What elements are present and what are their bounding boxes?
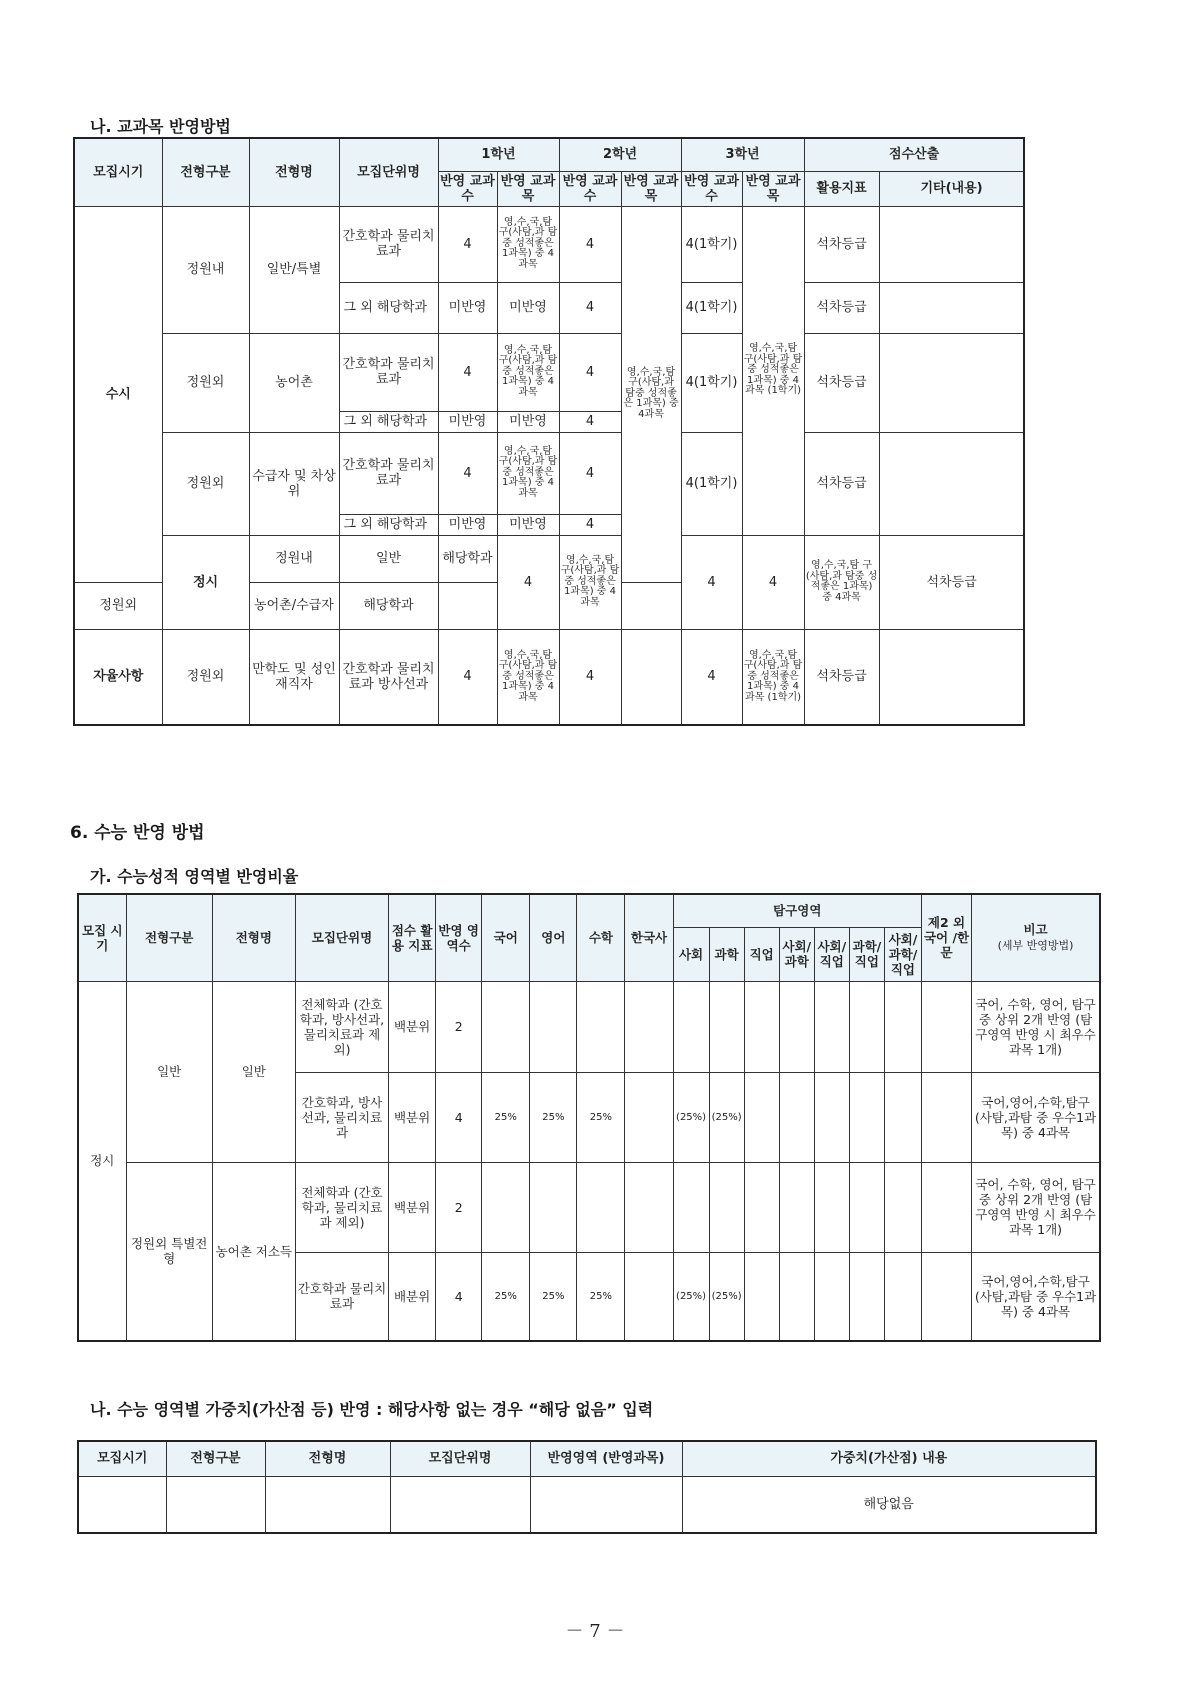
cell-indicator: 석차등급 bbox=[804, 282, 879, 333]
col-y1-count: 반영 교과수 bbox=[438, 171, 497, 206]
cell-y3-count: 4(1학기) bbox=[681, 206, 742, 282]
cell-general: 일반 bbox=[339, 535, 438, 582]
col-foreign-language: 제2 외국어 /한문 bbox=[921, 894, 971, 981]
cell-y1-count: 미반영 bbox=[438, 282, 497, 333]
cell-vocational bbox=[744, 1252, 779, 1341]
cell-social bbox=[673, 1162, 709, 1252]
cell-y1-subjects: 영,수,국,탐 구(사탐,과 탐중 성적좋은 1과목) 중 4과목 bbox=[497, 333, 559, 411]
cell-rural-low-income: 농어촌/수급자 bbox=[249, 582, 339, 629]
cell-y3-subjects: 영,수,국,탐 구(사탐,과 탐중 성적좋은 1과목) 중 4과목 bbox=[804, 535, 879, 629]
cell-jw-out: 정원외 bbox=[162, 432, 249, 535]
cell-y1-count: 4 bbox=[438, 333, 497, 411]
col-weight-content: 가중치(가산점) 내용 bbox=[682, 1441, 1096, 1476]
cell-y2-count: 4 bbox=[681, 535, 742, 629]
cell-y2-count: 4 bbox=[559, 514, 621, 535]
cell-science bbox=[709, 1162, 744, 1252]
cell-all bbox=[884, 1072, 921, 1162]
cell-vocational bbox=[744, 1162, 779, 1252]
col-dept-name: 모집단위명 bbox=[295, 894, 388, 981]
cell-other bbox=[879, 282, 1024, 333]
cell-y1-count: 4 bbox=[438, 432, 497, 514]
cell-y1-subjects: 미반영 bbox=[497, 514, 559, 535]
cell-english bbox=[530, 1162, 577, 1252]
cell-y3-count: 4(1학기) bbox=[681, 432, 742, 535]
cell-y3-count: 4 bbox=[681, 629, 742, 725]
cell-indicator: 석차등급 bbox=[804, 333, 879, 432]
cell-science: (25%) bbox=[709, 1252, 744, 1341]
col-year3: 3학년 bbox=[681, 138, 804, 171]
cell-history bbox=[625, 1162, 673, 1252]
col-inquiry-science: 과학 bbox=[709, 927, 744, 981]
cell-recruit-period bbox=[78, 1476, 166, 1533]
cell-general-special: 일반/특별 bbox=[249, 206, 339, 333]
cell-jw-out: 정원외 bbox=[74, 582, 162, 629]
page-number: － 7 － bbox=[565, 1621, 625, 1642]
col-inquiry-all: 사회/ 과학/ 직업 bbox=[884, 927, 921, 981]
cell-rural-low-income: 농어촌 저소득 bbox=[212, 1162, 295, 1341]
subject-reflection-table bbox=[73, 137, 1025, 726]
cell-all bbox=[884, 1252, 921, 1341]
col-y1-subjects: 반영 교과목 bbox=[497, 171, 559, 206]
cell-note: 국어,영어,수학,탐구(사탐,과탐 중 우수1과목) 중 4과목 bbox=[972, 1252, 1100, 1341]
cell-indicator: 백분위 bbox=[389, 981, 436, 1072]
cell-dept: 간호학과 물리치료과 방사선과 bbox=[339, 629, 438, 725]
cell-jw-in: 정원내 bbox=[162, 206, 249, 333]
cell-dept: 간호학과, 방사선과, 물리치료과 bbox=[295, 1072, 388, 1162]
cell-y1-count: 4 bbox=[497, 535, 559, 629]
cell-low-income: 수급자 및 차상위 bbox=[249, 432, 339, 535]
cell-indicator: 석차등급 bbox=[804, 206, 879, 282]
col-inquiry-science-vocational: 과학/ 직업 bbox=[849, 927, 884, 981]
col-admission-type: 전형구분 bbox=[126, 894, 212, 981]
cell-social-vocational bbox=[814, 1252, 849, 1341]
cell-dept: 간호학과 물리치료과 bbox=[339, 206, 438, 282]
cell-y3-subjects: 영,수,국,탐 구(사탐,과 탐중 성적좋은 1과목) 중 4과목 (1학기) bbox=[742, 629, 804, 725]
cell-history bbox=[625, 1252, 673, 1341]
col-y2-count: 반영 교과수 bbox=[559, 171, 621, 206]
col-dept-name: 모집단위명 bbox=[390, 1441, 530, 1476]
cell-science-vocational bbox=[849, 981, 884, 1072]
cell-math bbox=[577, 1162, 625, 1252]
cell-dept: 그 외 해당학과 bbox=[339, 411, 438, 432]
cell-area-count: 4 bbox=[436, 1252, 482, 1341]
note-sublabel: (세부 반영방법) bbox=[997, 939, 1074, 953]
cell-vocational bbox=[744, 981, 779, 1072]
cell-indicator: 백분위 bbox=[389, 1072, 436, 1162]
cell-social bbox=[673, 981, 709, 1072]
cell-jw-in: 정원내 bbox=[249, 535, 339, 582]
col-inquiry-social-science: 사회/ 과학 bbox=[779, 927, 814, 981]
col-korean-history: 한국사 bbox=[625, 894, 673, 981]
cell-admission-type bbox=[166, 1476, 265, 1533]
note-label: 비고 bbox=[1023, 922, 1048, 938]
cell-y1-count: 4 bbox=[438, 206, 497, 282]
cell-social-science bbox=[779, 1252, 814, 1341]
cell-dept: 해당학과 bbox=[339, 582, 438, 629]
col-other: 기타(내용) bbox=[879, 171, 1024, 206]
cell-indicator: 백분위 bbox=[389, 1162, 436, 1252]
col-score-indicator: 점수 활용 지표 bbox=[389, 894, 436, 981]
cell-special: 정원외 특별전형 bbox=[126, 1162, 212, 1341]
cell-note: 국어, 수학, 영어, 탐구 중 상위 2개 반영 (탐구영역 반영 시 최우수 과목 1개) bbox=[972, 1162, 1100, 1252]
col-admission-type: 전형구분 bbox=[166, 1441, 265, 1476]
cell-y2-count: 4 bbox=[559, 432, 621, 514]
cell-english: 25% bbox=[530, 1252, 577, 1341]
cell-susi: 수시 bbox=[74, 206, 162, 582]
cell-y2-count: 4 bbox=[559, 629, 621, 725]
cell-note: 국어, 수학, 영어, 탐구 중 상위 2개 반영 (탐구영역 반영 시 최우수 과목 1개) bbox=[972, 981, 1100, 1072]
cell-y3-count: 4(1학기) bbox=[681, 333, 742, 432]
cell-english bbox=[530, 981, 577, 1072]
col-y2-subjects: 반영 교과목 bbox=[621, 171, 681, 206]
cell-science-vocational bbox=[849, 1162, 884, 1252]
cell-area-count: 2 bbox=[436, 981, 482, 1072]
col-note bbox=[972, 894, 1100, 981]
cell-y1-subjects: 영,수,국,탐 구(사탐,과 탐중 성적좋은 1과목) 중 4과목 bbox=[559, 535, 621, 629]
cell-optional: 자율사항 bbox=[74, 629, 162, 725]
col-year2: 2학년 bbox=[559, 138, 681, 171]
cell-dept bbox=[390, 1476, 530, 1533]
cell-science: (25%) bbox=[709, 1072, 744, 1162]
cell-history bbox=[625, 981, 673, 1072]
section-title-suneung: 6. 수능 반영 방법 bbox=[70, 823, 205, 843]
cell-foreign bbox=[921, 981, 971, 1072]
cell-math: 25% bbox=[577, 1252, 625, 1341]
cell-korean bbox=[482, 981, 530, 1072]
cell-y2-count: 4 bbox=[559, 411, 621, 432]
cell-adult-workers: 만학도 및 성인재직자 bbox=[249, 629, 339, 725]
cell-korean bbox=[482, 1162, 530, 1252]
cell-y2-subjects: 영,수,국,탐 구(사탐,과 탐중 성적좋은 1과목) 중 4과목 bbox=[621, 206, 681, 582]
cell-science-vocational bbox=[849, 1072, 884, 1162]
cell-social-science bbox=[779, 1072, 814, 1162]
cell-social-science bbox=[779, 981, 814, 1072]
cell-dept: 전체학과 (간호학과, 방사선과, 물리치료과 제외) bbox=[295, 981, 388, 1072]
suneung-ratio-table bbox=[77, 893, 1101, 1342]
cell-english: 25% bbox=[530, 1072, 577, 1162]
cell-general-name: 일반 bbox=[212, 981, 295, 1162]
cell-area-count: 4 bbox=[436, 1072, 482, 1162]
col-admission-name: 전형명 bbox=[265, 1441, 390, 1476]
cell-dept: 그 외 해당학과 bbox=[339, 514, 438, 535]
cell-foreign bbox=[921, 1072, 971, 1162]
cell-y3-subjects: 영,수,국,탐 구(사탐,과 탐중 성적좋은 1과목) 중 4과목 (1학기) bbox=[742, 206, 804, 535]
cell-math: 25% bbox=[577, 1072, 625, 1162]
cell-y2-count: 4 bbox=[559, 333, 621, 411]
cell-y1-subjects: 미반영 bbox=[497, 411, 559, 432]
cell-dept: 간호학과 물리치료과 bbox=[339, 333, 438, 411]
cell-y2-count: 4 bbox=[559, 206, 621, 282]
col-recruit-period: 모집 시기 bbox=[78, 894, 126, 981]
col-inquiry-vocational: 직업 bbox=[744, 927, 779, 981]
cell-indicator: 석차등급 bbox=[879, 535, 1024, 629]
col-indicator: 활용지표 bbox=[804, 171, 879, 206]
cell-all bbox=[884, 1162, 921, 1252]
cell-jw-out: 정원외 bbox=[162, 629, 249, 725]
cell-other bbox=[879, 206, 1024, 282]
col-recruit-period: 모집시기 bbox=[74, 138, 162, 206]
cell-foreign bbox=[921, 1252, 971, 1341]
col-admission-type: 전형구분 bbox=[162, 138, 249, 206]
cell-reflected-area bbox=[530, 1476, 682, 1533]
cell-dept: 간호학과 물리치료과 bbox=[339, 432, 438, 514]
col-y3-count: 반영 교과수 bbox=[681, 171, 742, 206]
cell-jw-out: 정원외 bbox=[162, 333, 249, 432]
cell-y2-subjects bbox=[621, 629, 681, 725]
col-inquiry-social-vocational: 사회/ 직업 bbox=[814, 927, 849, 981]
cell-vocational bbox=[744, 1072, 779, 1162]
cell-indicator: 석차등급 bbox=[804, 432, 879, 535]
cell-social: (25%) bbox=[673, 1072, 709, 1162]
col-reflected-area: 반영영역 (반영과목) bbox=[530, 1441, 682, 1476]
cell-jungsi: 정시 bbox=[162, 535, 249, 629]
cell-rural: 농어촌 bbox=[249, 333, 339, 432]
cell-social-science bbox=[779, 1162, 814, 1252]
cell-social-vocational bbox=[814, 1072, 849, 1162]
section-title-suneung-ratio: 가. 수능성적 영역별 반영비율 bbox=[90, 867, 299, 886]
section-title-subject-method: 나. 교과목 반영방법 bbox=[90, 117, 231, 136]
cell-y1-count: 4 bbox=[438, 629, 497, 725]
col-score-calc: 점수산출 bbox=[804, 138, 1024, 171]
col-admission-name: 전형명 bbox=[212, 894, 295, 981]
col-year1: 1학년 bbox=[438, 138, 559, 171]
col-inquiry-social: 사회 bbox=[673, 927, 709, 981]
cell-foreign bbox=[921, 1162, 971, 1252]
col-admission-name: 전형명 bbox=[249, 138, 339, 206]
cell-other bbox=[879, 333, 1024, 432]
cell-y3-count: 4(1학기) bbox=[681, 282, 742, 333]
cell-other bbox=[879, 432, 1024, 535]
cell-y1-subjects: 영,수,국,탐 구(사탐,과 탐중 성적좋은 1과목) 중 4과목 bbox=[497, 629, 559, 725]
col-y3-subjects: 반영 교과목 bbox=[742, 171, 804, 206]
cell-korean: 25% bbox=[482, 1252, 530, 1341]
cell-y1-subjects: 미반영 bbox=[497, 282, 559, 333]
cell-y3-count: 4 bbox=[742, 535, 804, 629]
cell-area-count: 2 bbox=[436, 1162, 482, 1252]
cell-admission-name bbox=[265, 1476, 390, 1533]
cell-indicator: 배분위 bbox=[389, 1252, 436, 1341]
col-inquiry: 탐구영역 bbox=[673, 894, 921, 927]
cell-indicator: 석차등급 bbox=[804, 629, 879, 725]
col-recruit-period: 모집시기 bbox=[78, 1441, 166, 1476]
cell-y1-count: 미반영 bbox=[438, 411, 497, 432]
cell-science-vocational bbox=[849, 1252, 884, 1341]
col-area-count: 반영 영역수 bbox=[436, 894, 482, 981]
cell-note: 국어,영어,수학,탐구(사탐,과탐 중 우수1과목) 중 4과목 bbox=[972, 1072, 1100, 1162]
section-title-weights: 나. 수능 영역별 가중치(가산점 등) 반영 : 해당사항 없는 경우 “해당 없음” 입력 bbox=[90, 1400, 654, 1419]
cell-general: 일반 bbox=[126, 981, 212, 1162]
col-korean: 국어 bbox=[482, 894, 530, 981]
cell-social-vocational bbox=[814, 981, 849, 1072]
cell-y1-count: 미반영 bbox=[438, 514, 497, 535]
cell-history bbox=[625, 1072, 673, 1162]
cell-other bbox=[879, 629, 1024, 725]
cell-social-vocational bbox=[814, 1162, 849, 1252]
cell-weight-content: 해당없음 bbox=[682, 1476, 1096, 1533]
cell-y1-subjects: 영,수,국,탐 구(사탐,과 탐중 성적좋은 1과목) 중 4과목 bbox=[497, 206, 559, 282]
cell-science bbox=[709, 981, 744, 1072]
cell-jungsi: 정시 bbox=[78, 981, 126, 1341]
cell-math bbox=[577, 981, 625, 1072]
col-math: 수학 bbox=[577, 894, 625, 981]
col-dept-name: 모집단위명 bbox=[339, 138, 438, 206]
cell-dept: 간호학과 물리치료과 bbox=[295, 1252, 388, 1341]
cell-social: (25%) bbox=[673, 1252, 709, 1341]
cell-dept: 전체학과 (간호학과, 물리치료과 제외) bbox=[295, 1162, 388, 1252]
cell-dept: 해당학과 bbox=[438, 535, 497, 582]
cell-dept: 그 외 해당학과 bbox=[339, 282, 438, 333]
cell-all bbox=[884, 981, 921, 1072]
cell-y2-count: 4 bbox=[559, 282, 621, 333]
cell-korean: 25% bbox=[482, 1072, 530, 1162]
cell-y1-subjects: 영,수,국,탐 구(사탐,과 탐중 성적좋은 1과목) 중 4과목 bbox=[497, 432, 559, 514]
col-english: 영어 bbox=[530, 894, 577, 981]
weights-table bbox=[77, 1440, 1097, 1534]
